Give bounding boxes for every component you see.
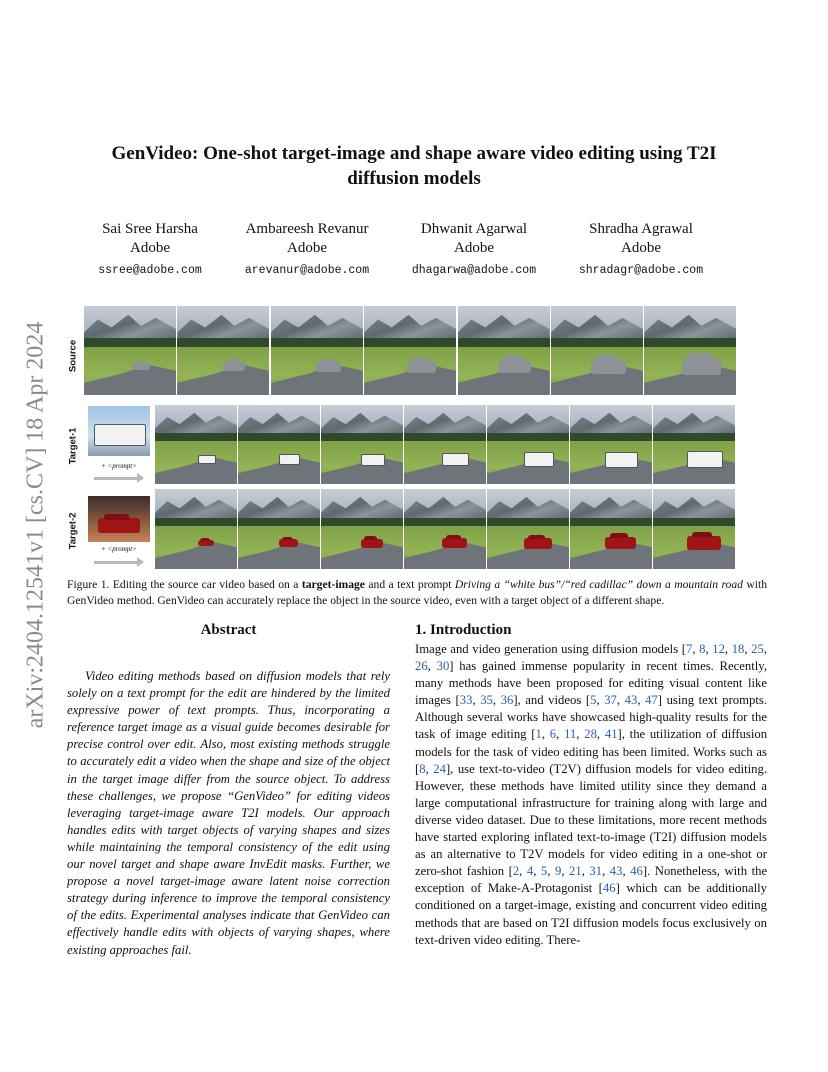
author-block: [389, 220, 559, 280]
bus-icon: [94, 424, 146, 446]
video-frame: [155, 405, 237, 484]
car-icon: [442, 538, 467, 548]
citation-link[interactable]: 46: [630, 864, 643, 879]
car-icon: [591, 360, 626, 374]
citation-link[interactable]: 43: [624, 693, 638, 708]
figure-caption: [67, 577, 767, 609]
author-block: [222, 220, 392, 280]
citation-link[interactable]: 47: [645, 693, 658, 708]
citation-link[interactable]: 7: [685, 642, 693, 656]
intro-text: ,: [576, 727, 585, 742]
citation-link[interactable]: 30: [436, 659, 450, 674]
intro-text: ], the utilization of diffusion models for the task of video editing has been limited. Works such as [: [415, 727, 768, 776]
intro-text: ] which can be additionally conditioned on a target-image, existing and concurrent video editing methods that are based on T2I diffusion models focus exclusively on text-driven video editing. There-: [415, 881, 767, 947]
title-line-2: diffusion models: [347, 168, 481, 189]
car-icon: [198, 540, 214, 546]
citation-link[interactable]: 26: [415, 659, 428, 674]
intro-text: ,: [519, 864, 527, 879]
abstract-body: Video editing methods based on diffusion models that rely solely on a text prompt for the edit are hindered by the limited expressive power of text prompts. Thus, incorporating a reference target image as a visual guide becomes desirable for precise control over edit. Also, most existing methods struggle to accurately edit a video when the shape and size of the object in the target image differ from the source object. To address these challenges, we propose “GenVideo” for editing videos leveraging target-image aware T2I models. Our approach handles edits with target objects of varying shapes and sizes while maintaining the temporal consistency of the edit using our novel target and shape aware InvEdit masks. Further, we propose a novel target-image aware latent noise correction strategy during inference to improve the temporal consistency of the edits. Experimental analyses indicate that GenVideo can effectively handle edits with objects of varying shapes, where existing approaches fail.: [67, 669, 390, 957]
arxiv-sidebar: [14, 290, 58, 760]
author-email[interactable]: dhagarwa@adobe.com: [411, 264, 537, 277]
intro-text: ,: [581, 864, 590, 879]
author-email[interactable]: arevanur@adobe.com: [244, 264, 370, 277]
citation-link[interactable]: 18: [731, 642, 745, 656]
intro-text: ,: [492, 693, 501, 708]
video-frame: [487, 489, 569, 569]
bus-icon: [687, 451, 723, 468]
intro-text: ,: [541, 727, 550, 742]
bus-icon: [605, 452, 638, 468]
author-affiliation: Adobe: [287, 240, 327, 256]
intro-text: ,: [724, 642, 732, 656]
video-frame: [238, 489, 320, 569]
citation-link[interactable]: 8: [419, 761, 426, 776]
arxiv-identifier: arXiv:2404.12541v1 [cs.CV] 18 Apr 2024: [22, 321, 49, 729]
video-frame: [653, 405, 735, 484]
introduction-heading: 1. Introduction: [415, 622, 512, 638]
paper-title: [60, 141, 768, 191]
intro-text: ,: [427, 659, 437, 674]
intro-text: ,: [472, 693, 481, 708]
citation-link[interactable]: 36: [500, 693, 514, 708]
intro-text: ,: [692, 642, 700, 656]
bus-icon: [361, 454, 385, 466]
intro-text: ,: [547, 864, 555, 879]
row-label-target-2: Target-2: [67, 512, 79, 550]
author-affiliation: Adobe: [130, 240, 170, 256]
video-frame: [271, 306, 363, 395]
intro-text: ,: [425, 761, 434, 776]
car-icon: [361, 539, 383, 548]
video-frame: [177, 306, 269, 395]
prompt-label: + <prompt>: [101, 462, 137, 470]
author-block: [65, 220, 235, 280]
intro-text: ,: [616, 693, 625, 708]
caption-text: Figure 1. Editing the source car video based on a: [67, 578, 302, 591]
caption-prompt: Driving a “white bus”/“red cadillac” down a mountain road: [454, 578, 743, 591]
intro-text: Image and video generation using diffusion models [: [415, 642, 686, 656]
citation-link[interactable]: 8: [699, 642, 706, 656]
arrow-icon: [94, 477, 138, 480]
intro-text: ,: [622, 864, 631, 879]
author-block: [556, 220, 726, 280]
citation-link[interactable]: 21: [569, 864, 582, 879]
author-name: Ambareesh Revanur: [245, 221, 369, 237]
citation-link[interactable]: 33: [459, 693, 473, 708]
citation-link[interactable]: 25: [751, 642, 764, 656]
intro-text: ,: [744, 642, 752, 656]
citation-link[interactable]: 1: [535, 727, 542, 742]
row-label-source: Source: [67, 339, 79, 373]
author-name: Shradha Agrawal: [589, 221, 693, 237]
bus-icon: [442, 453, 469, 466]
intro-text: ,: [561, 864, 570, 879]
bus-icon: [279, 454, 300, 465]
author-affiliation: Adobe: [454, 240, 494, 256]
title-line-1: GenVideo: One-shot target-image and shape aware video editing using T2I: [111, 143, 717, 164]
car-icon: [605, 537, 636, 549]
car-icon: [316, 362, 341, 372]
video-frame: [551, 306, 643, 395]
video-frame: [653, 489, 735, 569]
intro-text: ,: [596, 727, 605, 742]
bus-icon: [524, 452, 554, 467]
target-image-bus: [88, 406, 150, 456]
intro-text: ,: [533, 864, 541, 879]
car-icon: [279, 539, 298, 547]
caption-text: and a text prompt: [364, 578, 455, 591]
citation-link[interactable]: 46: [602, 881, 616, 896]
car-icon: [407, 361, 436, 373]
citation-link[interactable]: 5: [590, 693, 597, 708]
intro-text: ], use text-to-video (T2V) diffusion models for video editing. However, these methods have limited utility since they demand a large computational infrastructure for training along with large and diverse video dataset. Due to these limitations, more recent methods have started exploring inflated text-to-image (T2I) diffusion models as an alternative to T2V models for video editing in a one-shot or zero-shot fashion [: [415, 761, 768, 879]
citation-link[interactable]: 24: [433, 761, 446, 776]
arrow-icon: [94, 561, 138, 564]
video-frame: [364, 306, 456, 395]
video-frame: [321, 489, 403, 569]
intro-text: ]. Nonetheless, with the exception of Make-A-Protagonist [: [415, 864, 768, 896]
author-affiliation: Adobe: [621, 240, 661, 256]
car-icon: [687, 536, 721, 550]
citation-link[interactable]: 37: [604, 693, 617, 708]
video-frame: [321, 405, 403, 484]
introduction-body: [415, 641, 767, 949]
citation-link[interactable]: 11: [564, 727, 577, 742]
car-icon: [682, 359, 721, 375]
citation-link[interactable]: 5: [540, 864, 548, 879]
intro-text: ] has gained immense popularity in recent times. Recently, many methods have been proposed for editing visual content like images [: [415, 659, 767, 708]
intro-text: ,: [705, 642, 713, 656]
intro-text: ,: [637, 693, 646, 708]
video-frame: [458, 306, 550, 395]
author-name: Sai Sree Harsha: [102, 221, 198, 237]
author-name: Dhwanit Agarwal: [420, 221, 528, 237]
intro-text: ,: [602, 864, 610, 879]
caption-bold: target-image: [301, 578, 365, 591]
video-frame: [238, 405, 320, 484]
intro-text: ] using text prompts. Although several works have showcased high-quality results for the task of image editing [: [415, 693, 767, 742]
video-frame: [404, 489, 486, 569]
car-icon: [132, 363, 150, 370]
intro-text: ,: [556, 727, 565, 742]
bus-icon: [198, 455, 216, 464]
citation-link[interactable]: 2: [512, 864, 520, 879]
video-frame: [404, 405, 486, 484]
citation-link[interactable]: 9: [554, 864, 562, 879]
citation-link[interactable]: 4: [526, 864, 534, 879]
citation-link[interactable]: 12: [712, 642, 725, 656]
video-frame: [155, 489, 237, 569]
figure-1: [62, 306, 772, 574]
video-frame: [644, 306, 736, 395]
citation-link[interactable]: 31: [589, 864, 603, 879]
intro-text: ,: [763, 642, 768, 656]
video-frame: [570, 489, 652, 569]
prompt-label: + <prompt>: [101, 545, 137, 553]
citation-link[interactable]: 35: [480, 693, 493, 708]
video-frame: [570, 405, 652, 484]
citation-link[interactable]: 6: [549, 727, 557, 742]
caption-text: with GenVideo method. GenVideo can accurately replace the object in the source video, even with a target object of a different shape.: [67, 578, 767, 607]
citation-link[interactable]: 28: [584, 727, 597, 742]
author-email[interactable]: ssree@adobe.com: [98, 264, 202, 277]
row-label-target-1: Target-1: [67, 427, 79, 465]
red-car-icon: [98, 518, 140, 533]
citation-link[interactable]: 43: [609, 864, 623, 879]
target-image-cadillac: [88, 496, 150, 542]
abstract-heading: Abstract: [200, 622, 257, 638]
car-icon: [499, 360, 531, 373]
intro-text: ,: [596, 693, 605, 708]
car-icon: [223, 362, 245, 371]
intro-text: ], and videos [: [513, 693, 591, 708]
car-icon: [524, 538, 552, 549]
video-frame: [487, 405, 569, 484]
author-email[interactable]: shradagr@adobe.com: [578, 264, 704, 277]
citation-link[interactable]: 41: [604, 727, 618, 742]
video-frame: [84, 306, 176, 395]
